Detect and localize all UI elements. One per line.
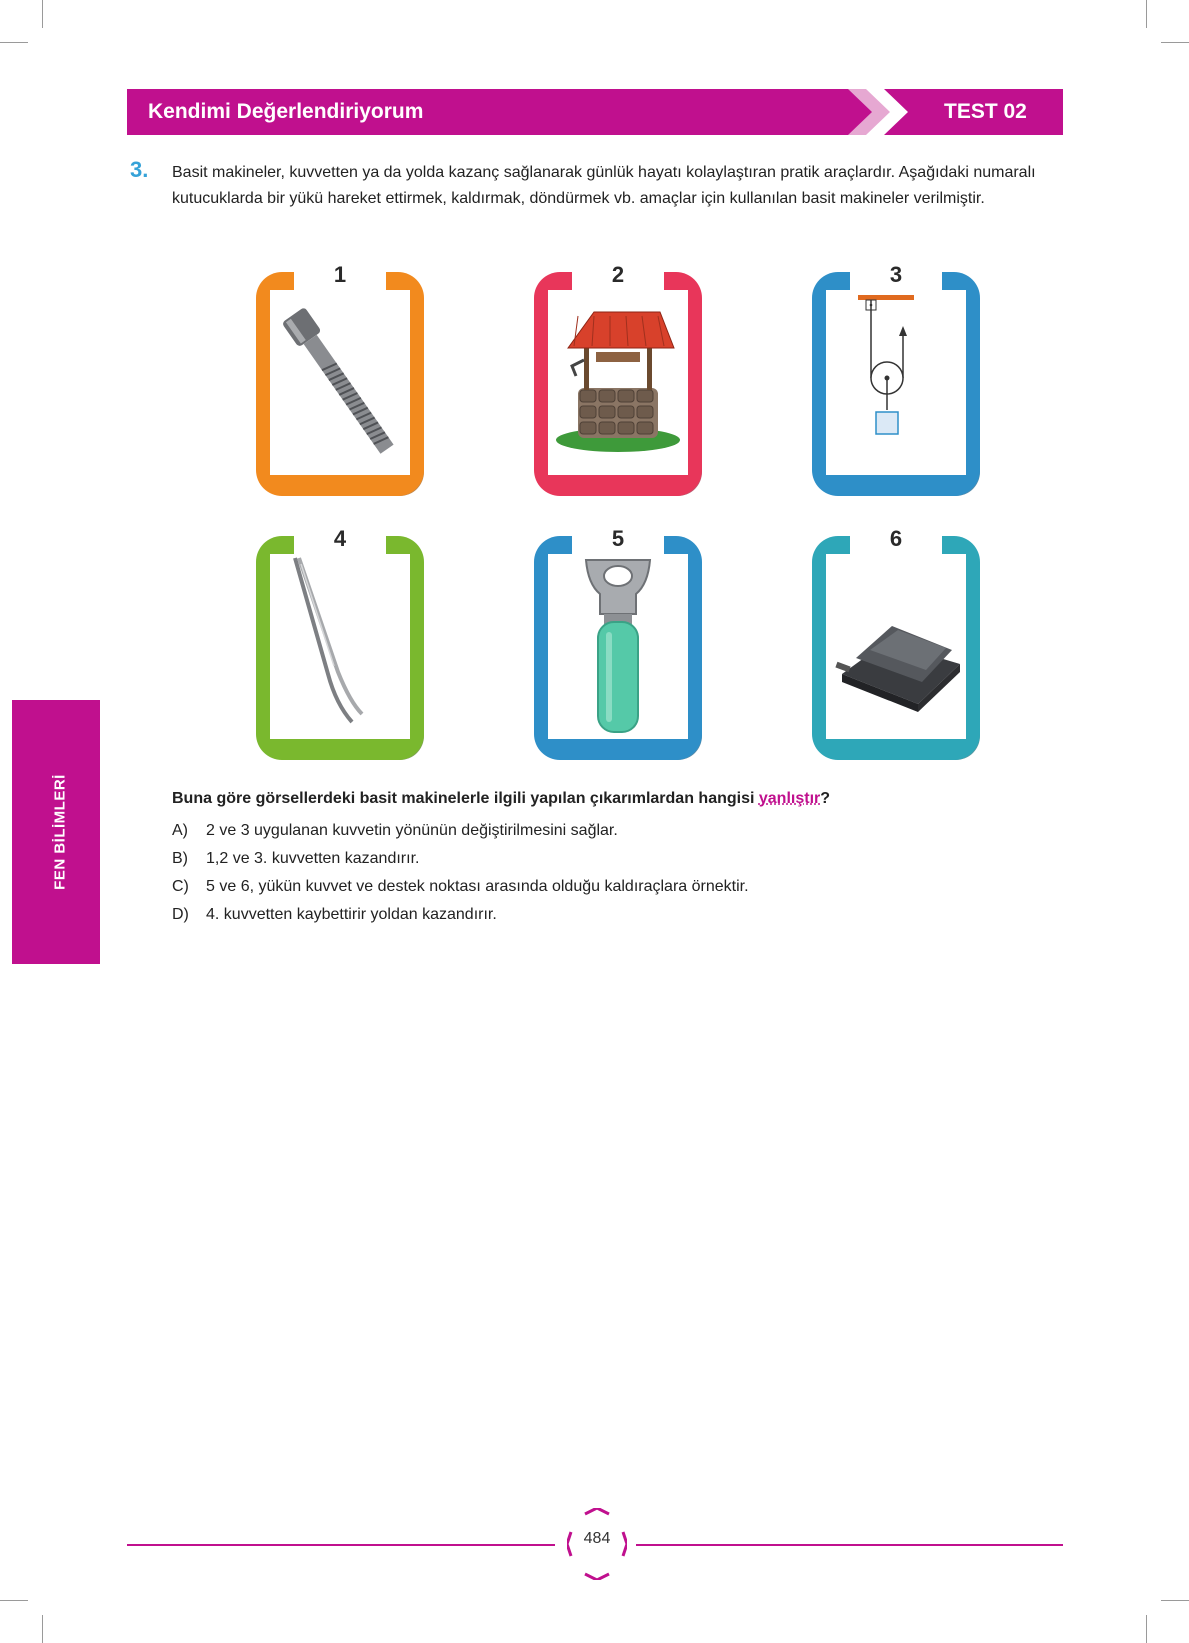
machine-card-3 [812, 262, 980, 496]
option-label: B) [172, 850, 188, 867]
question-text: Basit makineler, kuvvetten ya da yolda kazanç sağlanarak günlük hayatı kolaylaştıran pratik araçlardır. Aşağıdaki numaralı kutucuklarda bir yükü hareket ettirmek, kaldırmak, döndürmek vb. amaçlar için kullanılan basit makineler verilmiştir. [172, 164, 1036, 207]
card-number: 4 [333, 526, 347, 551]
prompt-highlight: yanlıştır [758, 790, 821, 807]
machine-card-5 [534, 526, 702, 760]
machine-card-1 [256, 262, 424, 496]
crop-mark [1161, 1600, 1189, 1601]
card-number: 1 [333, 262, 347, 287]
crop-mark [42, 1615, 43, 1643]
crop-mark [0, 42, 28, 43]
option-text: 1,2 ve 3. kuvvetten kazandırır. [206, 850, 420, 867]
crop-mark [1161, 42, 1189, 43]
option-b[interactable] [172, 850, 419, 868]
crop-mark [1146, 0, 1147, 28]
card-number: 3 [889, 262, 903, 287]
crop-mark [1146, 1615, 1147, 1643]
question-number: 3. [130, 157, 149, 182]
card-number: 5 [611, 526, 625, 551]
option-label: D) [172, 906, 189, 923]
page-number: 484 [583, 1530, 611, 1547]
machine-card-6 [812, 526, 980, 760]
hole-punch-icon [826, 554, 966, 739]
footer-divider [127, 1544, 555, 1546]
prompt-end: ? [820, 790, 831, 807]
option-a[interactable] [172, 822, 618, 840]
crop-mark [0, 1600, 28, 1601]
header-title: Kendimi Değerlendiriyorum [148, 100, 424, 123]
machine-card-2 [534, 262, 702, 496]
crop-mark [42, 0, 43, 28]
question-prompt [172, 790, 830, 808]
subject-label: FEN BİLİMLERİ [51, 774, 69, 890]
option-c[interactable] [172, 878, 749, 896]
option-text: 5 ve 6, yükün kuvvet ve destek noktası arasında olduğu kaldıraçlara örnektir. [206, 878, 749, 895]
test-label: TEST 02 [944, 100, 1027, 123]
tweezers-icon [270, 554, 410, 739]
water-well-icon [548, 290, 688, 475]
option-label: C) [172, 878, 189, 895]
pulley-icon [826, 290, 966, 475]
card-number: 6 [889, 526, 903, 551]
machine-card-4 [256, 526, 424, 760]
chevron-right-icon [848, 89, 918, 135]
option-text: 2 ve 3 uygulanan kuvvetin yönünün değiştirilmesini sağlar. [206, 822, 618, 839]
prompt-text: Buna göre görsellerdeki basit makinelerle ilgili yapılan çıkarımlardan hangisi [172, 790, 759, 807]
footer-divider [636, 1544, 1063, 1546]
option-label: A) [172, 822, 188, 839]
card-number: 2 [611, 262, 625, 287]
screw-icon [270, 290, 410, 475]
bottle-opener-icon [548, 554, 688, 739]
option-d[interactable] [172, 906, 497, 924]
option-text: 4. kuvvetten kaybettirir yoldan kazandırır. [206, 906, 497, 923]
